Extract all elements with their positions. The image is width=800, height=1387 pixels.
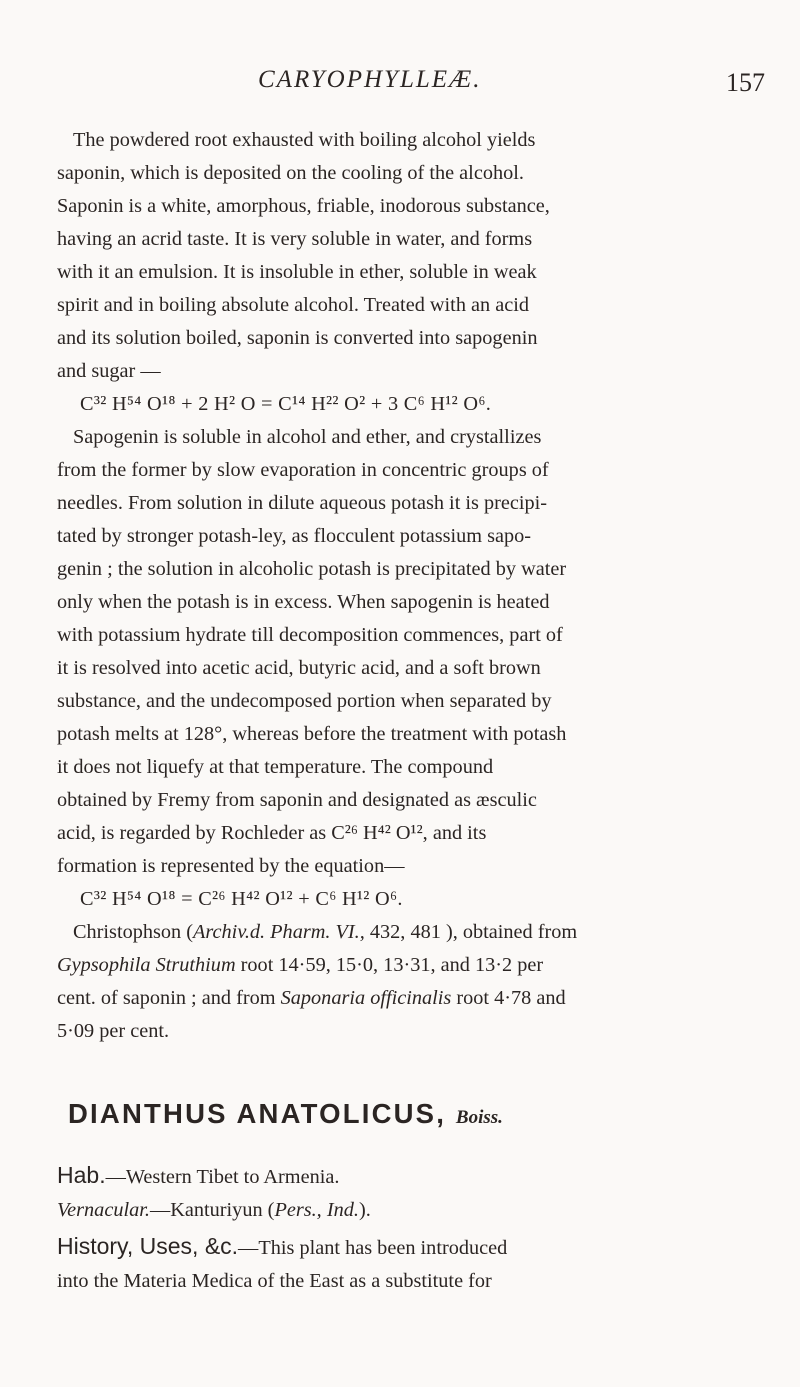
- text-line: into the Materia Medica of the East as a substitute for: [57, 1270, 492, 1292]
- text-line: tated by stronger potash-ley, as flocculent potassium sapo-: [57, 525, 532, 547]
- text-line: and its solution boiled, saponin is converted into sapogenin: [57, 327, 538, 349]
- text-line: Sapogenin is soluble in alcohol and ether, and crystallizes: [73, 426, 542, 448]
- species-name: DIANTHUS ANATOLICUS,: [68, 1098, 447, 1129]
- vernacular-line: [57, 1194, 757, 1227]
- history-line: [57, 1227, 757, 1265]
- text-line: from the former by slow evaporation in concentric groups of: [57, 459, 549, 481]
- text-line: it does not liquefy at that temperature. The compound: [57, 756, 494, 778]
- citation-text: root 4·78 and: [451, 987, 566, 1009]
- citation-line: 5·09 per cent.: [57, 1020, 170, 1042]
- running-title: CARYOPHYLLEÆ.: [258, 66, 482, 93]
- citation-line: [57, 982, 757, 1015]
- text-line: having an acrid taste. It is very soluble in water, and forms: [57, 228, 533, 250]
- vernacular-text: ).: [358, 1199, 371, 1221]
- text-line: potash melts at 128°, whereas before the treatment with potash: [57, 723, 567, 745]
- history-label: History, Uses, &c.: [57, 1233, 239, 1259]
- text-line: The powdered root exhausted with boiling alcohol yields: [73, 129, 536, 151]
- text-line: only when the potash is in excess. When sapogenin is heated: [57, 591, 550, 613]
- citation-text: Christophson (: [73, 921, 194, 943]
- history-text: —This plant has been introduced: [238, 1237, 508, 1259]
- text-line: genin ; the solution in alcoholic potash is precipitated by water: [57, 558, 567, 580]
- vernacular-text: —Kanturiyun (: [149, 1199, 275, 1221]
- text-line: spirit and in boiling absolute alcohol. Treated with an acid: [57, 294, 530, 316]
- citation-line: [57, 916, 757, 949]
- chemical-equation: C³² H⁵⁴ O¹⁸ = C²⁶ H⁴² O¹² + C⁶ H¹² O⁶.: [80, 888, 403, 910]
- plant-name: Gypsophila Struthium: [57, 954, 236, 976]
- species-authority: Boiss.: [455, 1107, 503, 1128]
- habitat-text: —Western Tibet to Armenia.: [105, 1166, 340, 1188]
- text-line: with it an emulsion. It is insoluble in ether, soluble in weak: [57, 261, 537, 283]
- habitat-label: Hab.: [57, 1162, 106, 1188]
- journal-reference: Archiv.d. Pharm. VI.,: [193, 921, 365, 943]
- chemical-equation: C³² H⁵⁴ O¹⁸ + 2 H² O = C¹⁴ H²² O² + 3 C⁶ H¹² O⁶.: [80, 393, 492, 415]
- citation-text: cent. of saponin ; and from: [57, 987, 281, 1009]
- text-line: and sugar —: [57, 360, 161, 382]
- text-line: acid, is regarded by Rochleder as C²⁶ H⁴² O¹², and its: [57, 822, 487, 844]
- text-line: obtained by Fremy from saponin and designated as æsculic: [57, 789, 537, 811]
- text-line: it is resolved into acetic acid, butyric acid, and a soft brown: [57, 657, 541, 679]
- text-line: with potassium hydrate till decomposition commences, part of: [57, 624, 563, 646]
- citation-line: [57, 949, 757, 982]
- text-line: substance, and the undecomposed portion when separated by: [57, 690, 552, 712]
- text-line: needles. From solution in dilute aqueous potash it is precipi-: [57, 492, 548, 514]
- citation-text: root 14·59, 15·0, 13·31, and 13·2 per: [235, 954, 544, 976]
- vernacular-languages: Pers., Ind.: [274, 1199, 359, 1221]
- habitat-line: [57, 1156, 757, 1194]
- text-line: formation is represented by the equation—: [57, 855, 405, 877]
- spacer: [57, 1048, 757, 1092]
- plant-name: Saponaria officinalis: [280, 987, 452, 1009]
- body-text: [57, 124, 757, 1298]
- spacer: [57, 1136, 757, 1156]
- species-heading: [57, 1092, 757, 1136]
- page-number: 157: [726, 68, 765, 97]
- text-line: saponin, which is deposited on the cooling of the alcohol.: [57, 162, 524, 184]
- vernacular-label: Vernacular.: [57, 1199, 150, 1221]
- citation-text: 432, 481 ), obtained from: [364, 921, 578, 943]
- text-line: Saponin is a white, amorphous, friable, inodorous substance,: [57, 195, 550, 217]
- running-head: [0, 66, 800, 100]
